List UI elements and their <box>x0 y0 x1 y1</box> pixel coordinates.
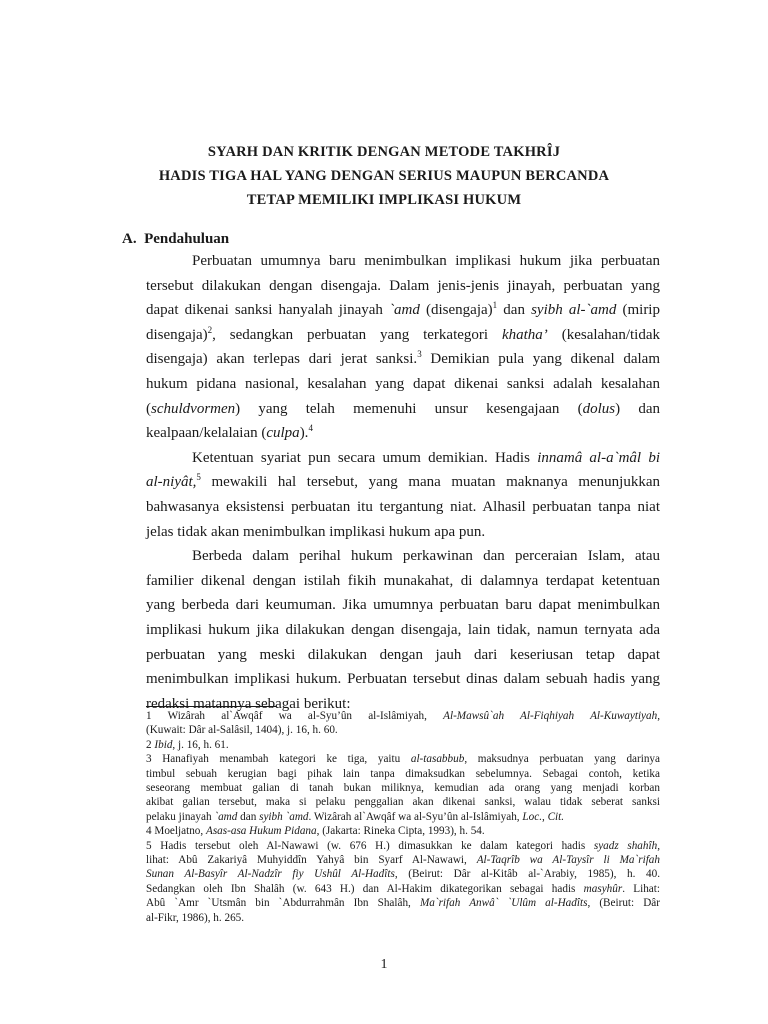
text-run: ). <box>299 425 309 442</box>
text-run: 4 Moeljatno, <box>146 825 206 838</box>
paragraph-line <box>146 470 660 495</box>
footnote-ref: 4 <box>308 423 313 434</box>
text-run: tersebut dilakukan dengan disengaja. Dalam jenis-jenis jinayah, perbuatan yang <box>146 277 660 294</box>
page-number: 1 <box>380 957 388 972</box>
text-run: 2 <box>146 738 155 751</box>
footnote-separator <box>146 706 276 707</box>
paragraph-line <box>146 618 660 643</box>
paragraph-line <box>146 347 660 372</box>
text-run: Sedangkan oleh Ibn Shalâh (w. 643 H.) dan Al-Hakim dikategorikan sebagai hadis <box>146 882 584 895</box>
paragraph-line <box>146 569 660 594</box>
text-run: dapat dikenai sanksi hanyalah jinayah <box>146 302 390 319</box>
text-run: ) yang telah memenuhi unsur kesengajaan ( <box>235 400 583 417</box>
footnote-line <box>146 911 660 925</box>
italic-text: Al-Taqrîb wa Al-Taysîr li Ma`rifah <box>476 854 660 867</box>
text-run: disengaja) <box>146 326 208 343</box>
paragraph-line <box>146 323 660 348</box>
text-run: Demikian pula yang dikenal dalam <box>421 351 660 368</box>
paragraph-line <box>146 397 660 422</box>
text-run: Abû `Amr `Utsmân bin `Abdurrahmân Ibn Shalâh, <box>146 897 420 910</box>
text-run: (kesalahan/tidak <box>547 326 660 343</box>
italic-text: Al-Mawsû`ah Al-Fiqhiyah Al-Kuwaytiyah, <box>443 710 661 722</box>
footnotes <box>146 709 660 925</box>
title-line-1: SYARH DAN KRITIK DENGAN METODE TAKHRÎJ <box>207 144 561 160</box>
footnote-line <box>146 853 660 867</box>
text-run: ( <box>146 400 151 417</box>
italic-text: schuldvormen <box>151 400 236 417</box>
body-text <box>146 249 660 716</box>
italic-text: syadz shahîh, <box>593 839 660 852</box>
text-run: timbul sebuah kerugian bagi pihak lain tanpa dimaksudkan sebelumnya. Sebagai contoh, ketika <box>146 767 660 780</box>
footnote-line <box>146 723 660 737</box>
document-title <box>0 140 768 212</box>
text-run: Ketentuan syariat pun secara umum demikian. Hadis <box>192 449 538 466</box>
italic-text: syibh al-`amd <box>531 302 617 319</box>
italic-text: al-niyât, <box>146 474 197 491</box>
text-run: (Kuwait: Dâr al-Salâsil, 1404), j. 16, h. 60. <box>146 724 338 737</box>
text-run: (disengaja) <box>419 302 493 319</box>
italic-text: khatha’ <box>501 326 548 343</box>
paragraph-line <box>146 421 660 446</box>
footnote-line <box>146 752 660 766</box>
title-line-2: HADIS TIGA HAL YANG DENGAN SERIUS MAUPUN BERCANDA <box>158 168 610 184</box>
text-run: 3 Hanafiyah menambah kategori ke tiga, yaitu <box>146 753 411 766</box>
paragraph-line <box>146 495 660 520</box>
italic-text: Loc., Cit. <box>522 810 565 823</box>
paragraph-line <box>146 593 660 618</box>
text-run: bahwasanya eksistensi perbuatan itu tergantung niat. Alhasil perbuatan tanpa niat <box>146 498 660 515</box>
text-run: pelaku jinayah <box>146 810 215 823</box>
text-run: , j. 16, h. 61. <box>172 738 229 751</box>
italic-text: Ibid <box>154 738 173 751</box>
footnote-line <box>146 810 660 824</box>
text-run: implikasi hukum jika dilakukan dengan disengaja, lain tidak, namun ternyata ada <box>146 621 660 638</box>
paragraph-line <box>146 520 660 545</box>
text-run: disengaja) akan terlepas dari jerat sanksi. <box>146 351 418 368</box>
text-run: 1 Wizârah al`Awqâf wa al-Syu’ûn al-Islâmiyah, <box>146 710 444 722</box>
text-run: hukum pidana nasional, kesalahan yang dapat dikenai sanksi adalah kesalahan <box>146 375 660 392</box>
italic-text: `amd <box>214 810 238 823</box>
footnote-ref: 5 <box>196 472 201 483</box>
italic-text: masyhûr <box>583 882 623 895</box>
text-run: jelas tidak akan menimbulkan implikasi hukum apa pun. <box>146 523 486 540</box>
paragraph-line <box>146 667 660 692</box>
footnote-line <box>146 795 660 809</box>
italic-text: dolus <box>582 400 616 417</box>
paragraph-line <box>146 544 660 569</box>
footnote-line <box>146 709 660 723</box>
paragraph-line <box>146 249 660 274</box>
text-run: , (Jakarta: Rineka Cipta, 1993), h. 54. <box>316 825 485 838</box>
footnote-line <box>146 867 660 881</box>
text-run: , sedangkan perbuatan yang terkategori <box>212 326 502 343</box>
italic-text: culpa <box>266 425 300 442</box>
italic-text: Ma`rifah Anwâ` `Ulûm al-Hadîts <box>419 897 588 910</box>
text-run: perbuatan yang meski dilakukan dengan jauh dari keseriusan tetap dapat <box>146 646 660 663</box>
text-run: ) dan <box>615 400 660 417</box>
paragraph-line <box>146 643 660 668</box>
text-run: 5 Hadis tersebut oleh Al-Nawawi (w. 676 H.) dimasukkan ke dalam kategori hadis <box>146 839 594 852</box>
footnote-line <box>146 882 660 896</box>
paragraph-line <box>146 274 660 299</box>
text-run: . Lihat: <box>622 882 660 895</box>
italic-text: `amd <box>389 302 420 319</box>
text-run: , (Beirut: Dâr <box>587 897 660 910</box>
text-run: familier dikenal dengan istilah fikih munakahat, di dalamnya terdapat ketentuan <box>146 572 660 589</box>
text-run: , maksudnya perbuatan yang darinya <box>464 753 660 766</box>
footnote-line <box>146 896 660 910</box>
text-run: , (Beirut: Dâr al-Kitâb al-`Arabiy, 1985), h. 40. <box>394 868 660 881</box>
text-run: menimbulkan implikasi hukum. Perbuatan tersebut dinas dalam sebuah hadis yang <box>146 671 660 688</box>
footnote-ref: 3 <box>417 349 422 360</box>
text-run: Berbeda dalam perihal hukum perkawinan dan perceraian Islam, atau <box>192 548 660 565</box>
paragraph-line <box>146 372 660 397</box>
text-run: Perbuatan umumnya baru menimbulkan implikasi hukum jika perbuatan <box>192 253 660 269</box>
italic-text: innamâ al-a`mâl bi <box>537 449 660 466</box>
text-run: redaksi matannya sebagai berikut: <box>146 695 351 712</box>
text-run: (mirip <box>616 302 660 319</box>
footnote-line <box>146 738 660 752</box>
text-run: mewakili hal tersebut, yang mana muatan maknanya menunjukkan <box>200 474 660 491</box>
text-run: dan <box>237 810 260 823</box>
text-run: lihat: Abû Zakariyâ Muhyiddîn Yahyâ bin Syarf Al-Nawawi, <box>146 854 477 867</box>
footnote-line <box>146 824 660 838</box>
paragraph-line <box>146 298 660 323</box>
italic-text: Asas-asa Hukum Pidana <box>205 825 317 838</box>
text-run: seseorang membuat galian di tanah bukan miliknya, kemudian ada orang yang menjadi korban <box>146 782 660 795</box>
footnote-ref: 1 <box>492 300 498 311</box>
italic-text: Sunan Al-Basyîr Al-Nadzîr fiy Ushûl Al-Hadîts <box>146 868 395 881</box>
footnote-line <box>146 781 660 795</box>
text-run: kealpaan/kelalaian ( <box>146 425 267 442</box>
text-run: . Wizârah al`Awqâf wa al-Syu’ûn al-Islâmiyah, <box>308 810 523 823</box>
footnote-line <box>146 839 660 853</box>
section-letter: A. <box>122 231 137 247</box>
text-run: al-Fikr, 1986), h. 265. <box>146 911 245 924</box>
text-run: dan <box>497 302 532 319</box>
text-run: yang berbeda dari keumuman. Jika umumnya perbuatan baru dapat menimbulkan <box>146 597 660 614</box>
footnote-line <box>146 767 660 781</box>
section-heading <box>122 229 229 249</box>
italic-text: al-tasabbub <box>410 753 465 766</box>
italic-text: syibh `amd <box>259 810 309 823</box>
section-heading-text: Pendahuluan <box>144 231 230 247</box>
title-line-3: TETAP MEMILIKI IMPLIKASI HUKUM <box>246 192 522 208</box>
text-run: akibat galian tersebut, maka si pelaku penggalian akan dikenai sanksi, walau tidak seberat sanksi <box>146 796 660 809</box>
footnote-ref: 2 <box>207 324 213 335</box>
paragraph-line <box>146 446 660 471</box>
